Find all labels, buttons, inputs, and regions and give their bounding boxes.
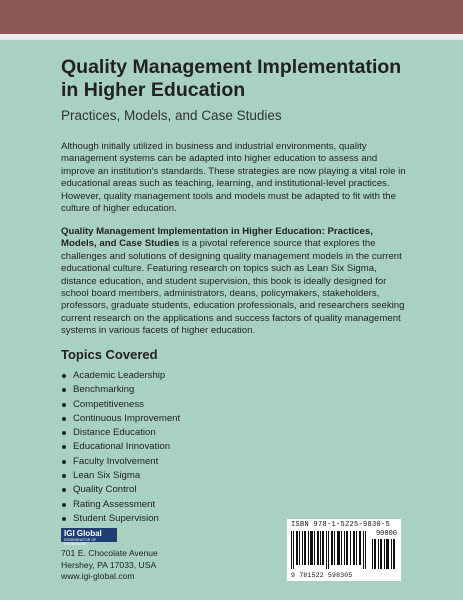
barcode-digits: 9 781522 598305 [291,572,353,579]
list-item [61,455,180,469]
isbn-label: ISBN 978-1-5225-9830-5 [291,521,391,529]
publisher-logo-tagline: DISSEMINATOR OF KNOWLEDGE [64,538,97,546]
topics-list [61,369,180,526]
address-line-1: 701 E. Chocolate Avenue [61,548,158,558]
description-paragraph-2-text: is a pivotal reference source that explores the challenges and solutions of designing quality management models in the current educational culture. Featuring research on topics such as Lean Six Sigma, distance education, and student supervision, this book is ideally designed for school board members, administrators, deans, policymakers, stakeholders, professors, graduate students, education professionals, and researchers seeking current research on the applications and success factors of quality management systems in various facets of higher education. [61,238,405,337]
bullet-icon [62,503,66,507]
description-bold-title: Quality Management Implementation in Higher Education: Practices, Models, and Case Studies [61,226,373,250]
list-item [61,440,180,454]
price-barcode-bars-icon [372,539,396,569]
book-subtitle: Practices, Models, and Case Studies [61,108,282,123]
topics-heading: Topics Covered [61,347,158,362]
bullet-icon [62,431,66,435]
address-line-2: Hershey, PA 17033, USA [61,559,157,570]
barcode-bars-icon [291,531,369,569]
topic-label: Student Supervision [73,512,159,524]
description-paragraph-2 [61,226,407,338]
topic-label: Rating Assessment [73,498,156,510]
bullet-icon [62,403,66,407]
topic-label: Continuous Improvement [73,412,181,424]
book-title [61,56,413,102]
list-item [61,512,180,526]
barcode [287,519,401,581]
publisher-address [61,548,158,583]
bullet-icon [62,517,66,521]
price-code: 90000 [375,530,397,538]
topic-label: Lean Six Sigma [73,470,141,482]
list-item [61,383,180,397]
list-item [61,398,180,412]
book-title-line1: Quality Management Implementation [61,56,402,78]
bullet-icon [62,488,66,492]
topic-label: Competitiveness [73,398,144,410]
list-item [61,469,180,483]
list-item [61,483,180,497]
bullet-icon [62,374,66,378]
publisher-website: www.igi-global.com [61,571,135,581]
list-item [61,426,180,440]
bullet-icon [62,474,66,478]
publisher-logo [61,528,117,546]
title-block [61,56,413,124]
topic-label: Distance Education [73,427,156,439]
list-item [61,412,180,426]
bullet-icon [62,417,66,421]
top-color-band [0,0,463,34]
topic-label: Quality Control [73,484,137,496]
top-divider-line [0,34,463,40]
list-item [61,498,180,512]
bullet-icon [62,445,66,449]
topic-label: Benchmarking [73,384,135,396]
publisher-logo-text: IGI Global [64,529,102,538]
topic-label: Academic Leadership [73,370,166,381]
list-item [61,369,180,383]
description-paragraph-1: Although initially utilized in business and industrial environments, quality management systems can be adapted into higher education to assess and improve an institution's standards. These strategies are now playing a vital role in educational areas such as teaching, learning, and institutional-level practices. However, quality management tools and models must be adapted to fit with the culture of higher education. [61,141,406,215]
bullet-icon [62,460,66,464]
topic-label: Faculty Involvement [73,455,159,467]
book-title-line2: in Higher Education [61,79,246,101]
topic-label: Educational Innovation [73,441,171,453]
bullet-icon [62,388,66,392]
